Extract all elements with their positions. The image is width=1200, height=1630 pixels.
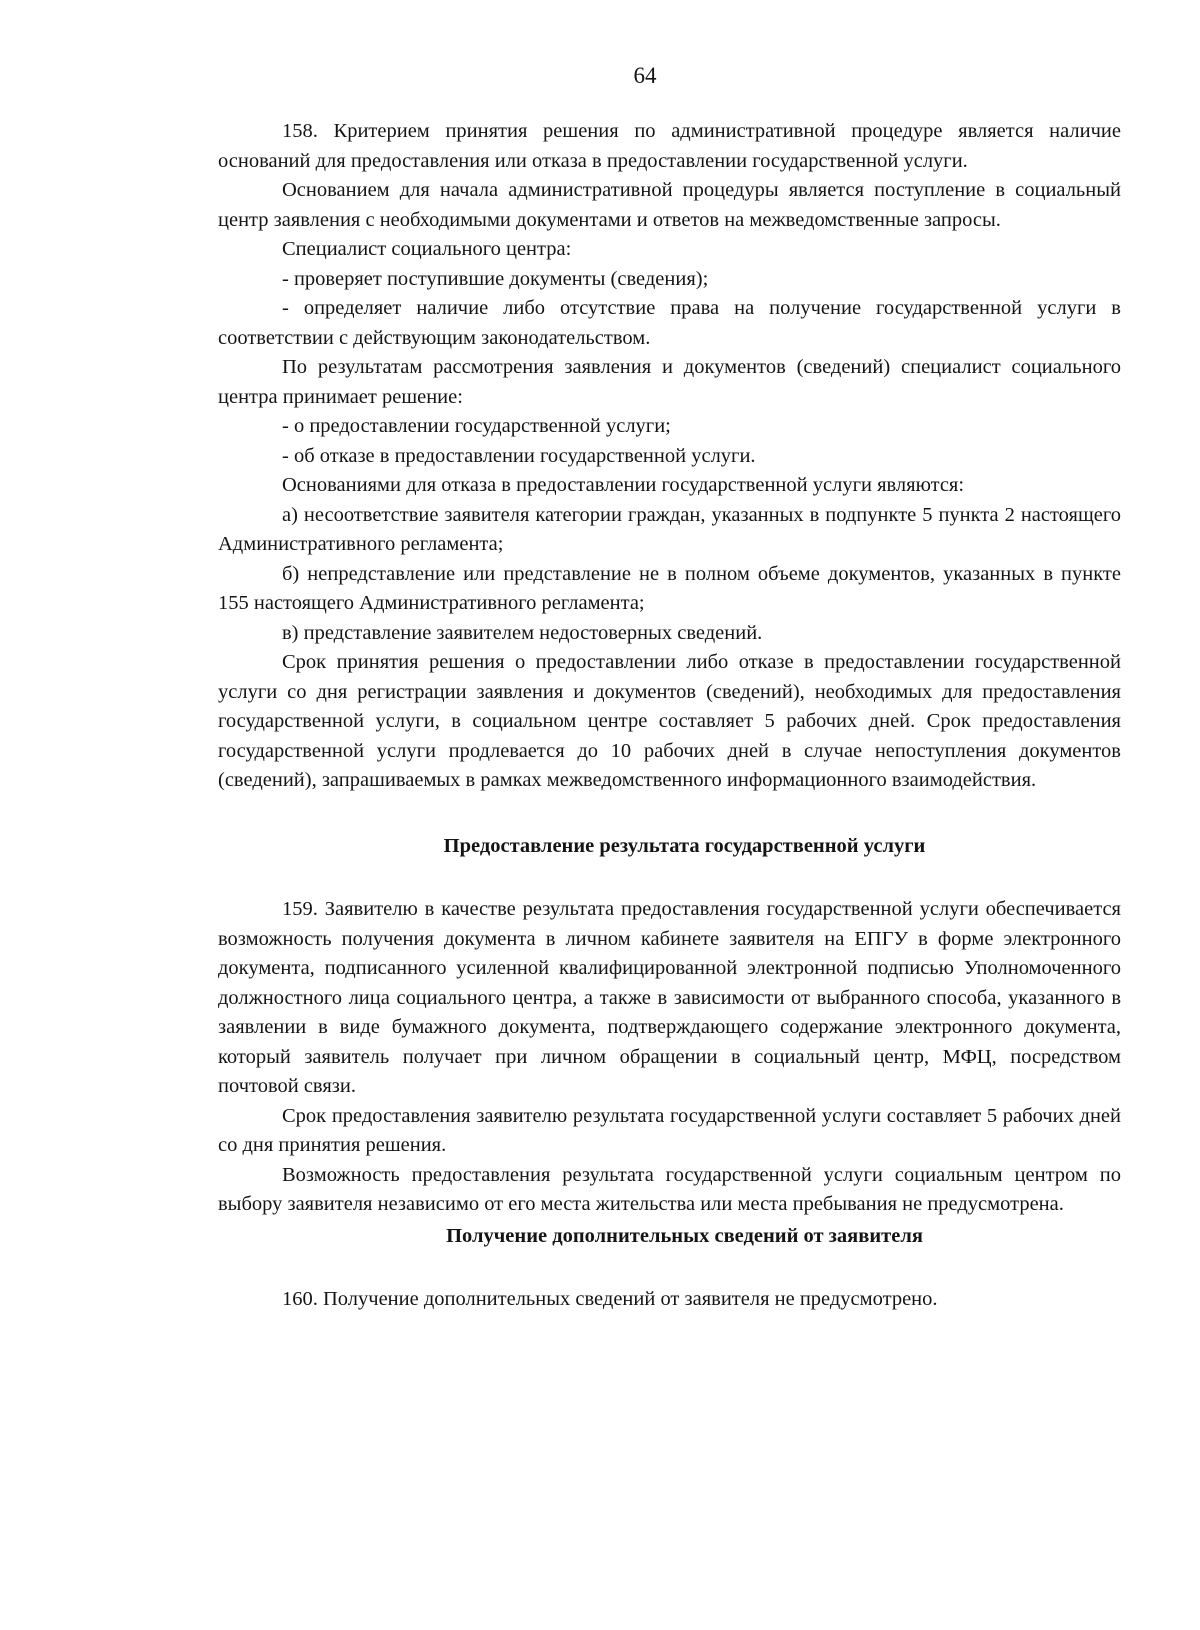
list-item-refuse: - об отказе в предоставлении государственной услуги. (282, 444, 756, 467)
paragraph-159-result: 159. Заявителю в качестве результата предоставления государственной услуги обеспечивается возможность получения документа в личном кабинете заявителя на ЕПГУ в форме электронного документа, подписанного усиленной квалифицированной электронной подписью Уполномоченного должностного лица социального центра, а также в зависимости от выбранного способа, указанного в заявлении в виде бумажного документа, подтверждающего содержание электронного документа, который заявитель получает при личном обращении в социальный центр, МФЦ, посредством почтовой связи. (218, 898, 1121, 1097)
list-item-ground-c: в) представление заявителем недостоверных сведений. (282, 621, 763, 644)
paragraph-158-criterion: 158. Критерием принятия решения по административной процедуре является наличие оснований для предоставления или отказа в предоставлении государственной услуги. (218, 120, 1121, 172)
paragraph-decision: По результатам рассмотрения заявления и документов (сведений) специалист социального центра принимает решение: (218, 356, 1121, 408)
section-heading-result: Предоставление результата государственной услуги (443, 834, 926, 857)
paragraph-result-extraterritorial: Возможность предоставления результата государственной услуги социальным центром по выбору заявителя независимо от его места жительства или места пребывания не предусмотрена. (218, 1163, 1121, 1215)
paragraph-specialist: Специалист социального центра: (282, 238, 572, 260)
page-number: 64 (633, 63, 657, 88)
list-item-ground-a: а) несоответствие заявителя категории граждан, указанных в подпункте 5 пункта 2 настоящего Административного регламента; (218, 503, 1121, 555)
list-item-ground-b: б) непредставление или представление не в полном объеме документов, указанных в пункте 155 настоящего Административного регламента; (218, 562, 1121, 614)
list-item-determines-right: - определяет наличие либо отсутствие права на получение государственной услуги в соответствии с действующим законодательством. (218, 297, 1121, 349)
paragraph-decision-term: Срок принятия решения о предоставлении либо отказе в предоставлении государственной услуги со дня регистрации заявления и документов (сведений), необходимых для предоставления государственной услуги, в социальном центре составляет 5 рабочих дней. Срок предоставления государственной услуги продлевается до 10 рабочих дней в случае непоступления документов (сведений), запрашиваемых в рамках межведомственного информационного взаимодействия. (218, 651, 1121, 791)
section-heading-additional-info: Получение дополнительных сведений от заявителя (446, 1224, 923, 1247)
paragraph-result-term: Срок предоставления заявителю результата государственной услуги составляет 5 рабочих дней со дня принятия решения. (218, 1104, 1121, 1156)
list-item-checks-documents: - проверяет поступившие документы (сведения); (282, 267, 709, 290)
paragraph-procedure-basis: Основанием для начала административной процедуры является поступление в социальный центр заявления с необходимыми документами и ответов на межведомственные запросы. (218, 179, 1121, 231)
paragraph-refusal-grounds: Основаниями для отказа в предоставлении государственной услуги являются: (282, 474, 965, 496)
paragraph-160-additional-info: 160. Получение дополнительных сведений от заявителя не предусмотрено. (282, 1288, 938, 1310)
document-body (218, 117, 1121, 1315)
list-item-grant: - о предоставлении государственной услуги; (282, 415, 671, 437)
